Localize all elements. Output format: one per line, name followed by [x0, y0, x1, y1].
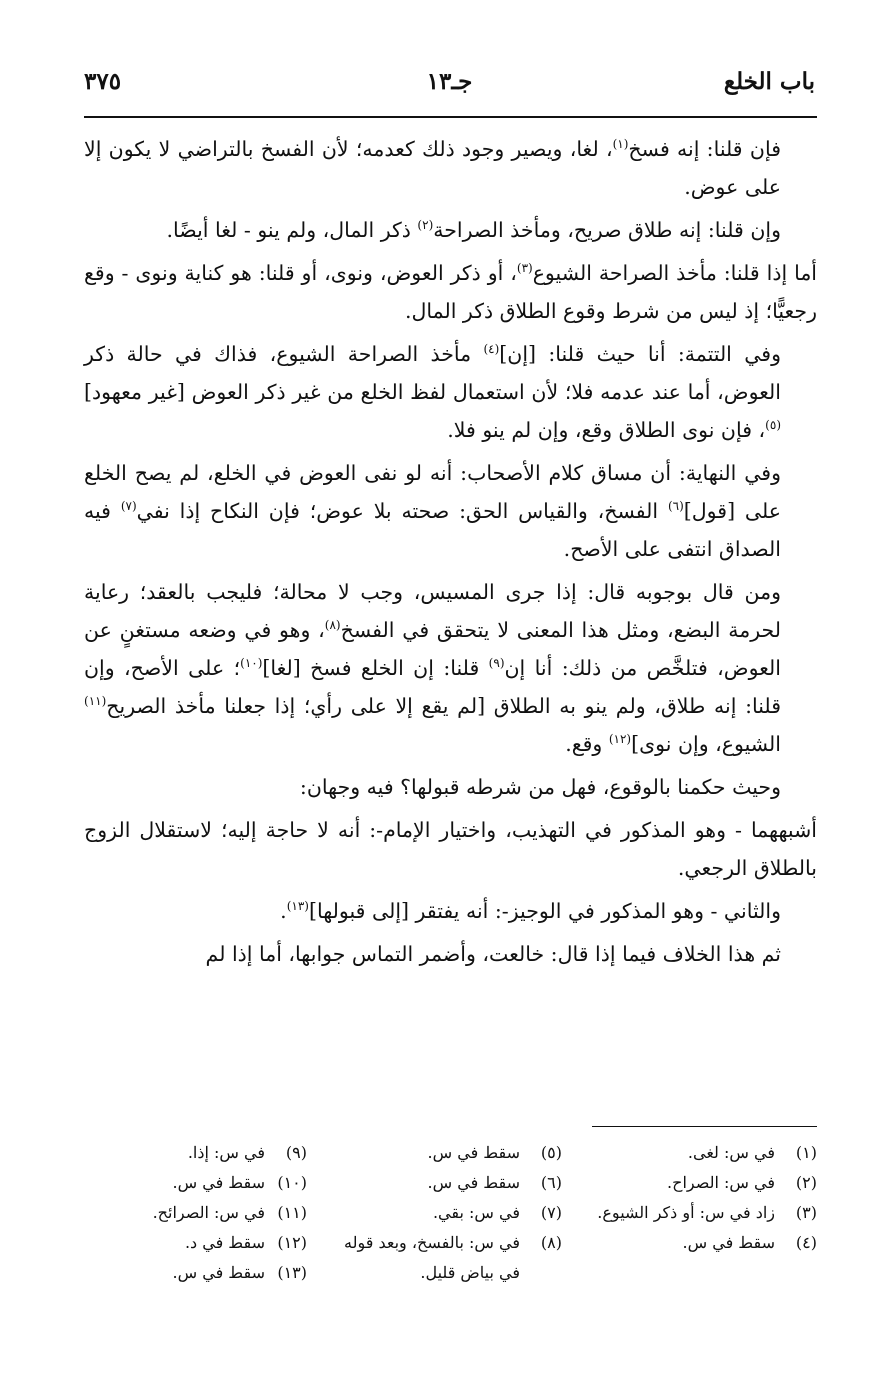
footnote-marker: (١١)	[84, 694, 107, 709]
text-segment: وفي التتمة: أنا حيث قلنا: [إن]	[499, 342, 781, 366]
footnotes-column-3	[84, 1138, 307, 1288]
footnote-number: (١١)	[277, 1203, 307, 1222]
paragraph	[84, 811, 817, 887]
header-rule	[84, 116, 817, 118]
text-segment: وفي النهاية: أن مساق كلام الأصحاب: أنه لو نفى العوض في الخلع، لم يصح الخلع على [قول]	[84, 461, 782, 523]
footnote-number: (٧)	[540, 1203, 562, 1222]
footnote	[84, 1198, 307, 1228]
footnote-marker: (٨)	[324, 618, 341, 633]
footnote-number: (١)	[795, 1143, 817, 1162]
footnote	[332, 1228, 562, 1288]
footnote-text: سقط في س.	[427, 1143, 520, 1162]
footnote-text: سقط في س.	[682, 1233, 775, 1252]
text-segment: والثاني - وهو المذكور في الوجيز-: أنه يفتقر [إلى قبولها]	[308, 899, 781, 923]
footnote-marker: (١٣)	[286, 899, 309, 914]
footnote-number: (٨)	[540, 1233, 562, 1252]
footnote-marker: (٥)	[765, 418, 781, 433]
text-segment: مأخذ الصراحة الشيوع، فذاك في حالة ذكر العوض، أما عند عدمه فلا؛ لأن استعمال لفظ الخلع من غير ذكر العوض [غير معهود]	[84, 342, 781, 404]
footnote-text: في س: الصراح.	[667, 1173, 775, 1192]
footnote-marker: (٦)	[667, 499, 684, 514]
text-segment: ، لغا، ويصير وجود ذلك كعدمه؛ لأن الفسخ بالتراضي لا يكون إلا على عوض.	[84, 137, 781, 199]
footnote-text: سقط في س.	[172, 1173, 265, 1192]
footnote	[587, 1228, 817, 1258]
footnote	[332, 1138, 562, 1168]
footnote	[587, 1168, 817, 1198]
volume-number: جـ١٣	[426, 68, 473, 95]
footnotes-column-1	[587, 1138, 817, 1258]
footnote-number: (٣)	[795, 1203, 817, 1222]
footnote	[84, 1228, 307, 1258]
footnote	[587, 1198, 817, 1228]
text-segment: الفسخ، والقياس الحق: صحته بلا عوض؛ فإن النكاح إذا نفي	[136, 499, 668, 523]
footnote-marker: (٢)	[417, 218, 434, 233]
footnote-number: (٩)	[285, 1143, 307, 1162]
footnote-separator	[592, 1126, 817, 1127]
footnote-marker: (١٢)	[608, 732, 632, 747]
footnotes	[84, 1138, 817, 1298]
text-segment: ، أو ذكر العوض، ونوى، أو قلنا: هو كناية ونوى - وقع رجعيًّا؛ إذ ليس من شرط وقوع الطلاق ذكر المال.	[84, 261, 817, 323]
paragraph	[84, 130, 817, 206]
text-segment: ، وهو في وضعه مستغنٍ عن العوض، فتلخَّص من ذلك: أنا إن	[84, 618, 782, 680]
footnote-text: سقط في س.	[427, 1173, 520, 1192]
text-segment: ذكر المال، ولم ينو - لغا أيضًا.	[166, 218, 418, 242]
text-segment: .	[280, 899, 287, 923]
chapter-title: باب الخلع	[723, 68, 815, 95]
main-text	[84, 130, 817, 978]
paragraph	[84, 573, 817, 763]
text-segment: وحيث حكمنا بالوقوع، فهل من شرطه قبولها؟ فيه وجهان:	[299, 775, 781, 799]
paragraph	[84, 454, 817, 568]
footnote-text: في س: بالفسخ، وبعد قوله في بياض قليل.	[344, 1233, 520, 1282]
footnote-number: (١٢)	[277, 1233, 307, 1252]
footnote-text: سقط في س.	[172, 1263, 265, 1282]
footnote	[84, 1258, 307, 1288]
paragraph	[84, 211, 817, 249]
footnote-number: (١٣)	[277, 1263, 307, 1282]
footnote-text: في س: إذا.	[187, 1143, 265, 1162]
footnote-number: (٦)	[540, 1173, 562, 1192]
paragraph	[84, 935, 817, 973]
footnote	[332, 1198, 562, 1228]
footnote-number: (٢)	[795, 1173, 817, 1192]
footnote-marker: (١)	[612, 137, 629, 152]
text-segment: الشيوع، وإن نوى]	[631, 732, 781, 756]
footnote-text: زاد في س: أو ذكر الشيوع.	[597, 1203, 775, 1222]
paragraph	[84, 892, 817, 930]
text-segment: فإن قلنا: إنه فسخ	[628, 137, 781, 161]
running-header	[84, 66, 815, 106]
footnotes-column-2	[332, 1138, 562, 1288]
page-number: ٣٧٥	[84, 68, 122, 95]
paragraph	[84, 335, 817, 449]
text-segment: قلنا: إن الخلع فسخ [لغا]	[262, 656, 489, 680]
footnote-text: في س: بقي.	[432, 1203, 520, 1222]
text-segment: ومن قال بوجوبه قال: إذا جرى المسيس، وجب لا محالة؛ فليجب بالعقد؛ رعاية لحرمة البضع، ومثل هذا المعنى لا يتحقق في الفسخ	[84, 580, 782, 642]
text-segment: أشبههما - وهو المذكور في التهذيب، واختيار الإمام-: أنه لا حاجة إليه؛ لاستقلال الزوج بالطلاق الرجعي.	[84, 818, 817, 880]
footnote	[332, 1168, 562, 1198]
footnote	[84, 1138, 307, 1168]
footnote-number: (٤)	[795, 1233, 817, 1252]
text-segment: وقع.	[565, 732, 609, 756]
footnote	[84, 1168, 307, 1198]
footnote-marker: (٩)	[488, 656, 505, 671]
footnote-marker: (٧)	[120, 499, 137, 514]
text-segment: فيه الصداق انتفى على الأصح.	[84, 499, 781, 561]
footnote-marker: (٣)	[516, 261, 533, 276]
text-segment: ثم هذا الخلاف فيما إذا قال: خالعت، وأضمر التماس جوابها، أما إذا لم	[205, 942, 781, 966]
footnote-marker: (٤)	[483, 342, 500, 357]
paragraph	[84, 254, 817, 330]
text-segment: أما إذا قلنا: مأخذ الصراحة الشيوع	[532, 261, 817, 285]
footnote-number: (١٠)	[277, 1173, 307, 1192]
footnote	[587, 1138, 817, 1168]
footnote-marker: (١٠)	[240, 656, 263, 671]
paragraph	[84, 768, 817, 806]
footnote-text: سقط في د.	[184, 1233, 265, 1252]
footnote-text: في س: لغى.	[687, 1143, 775, 1162]
footnote-number: (٥)	[540, 1143, 562, 1162]
text-segment: ، فإن نوى الطلاق وقع، وإن لم ينو فلا.	[447, 418, 766, 442]
footnote-text: في س: الصرائح.	[152, 1203, 265, 1222]
text-segment: ؛ على الأصح، وإن قلنا: إنه طلاق، ولم ينو به الطلاق [لم يقع إلا على رأي؛ إذا جعلنا مأخذ الصريح	[84, 656, 781, 718]
text-segment: وإن قلنا: إنه طلاق صريح، ومأخذ الصراحة	[433, 218, 781, 242]
